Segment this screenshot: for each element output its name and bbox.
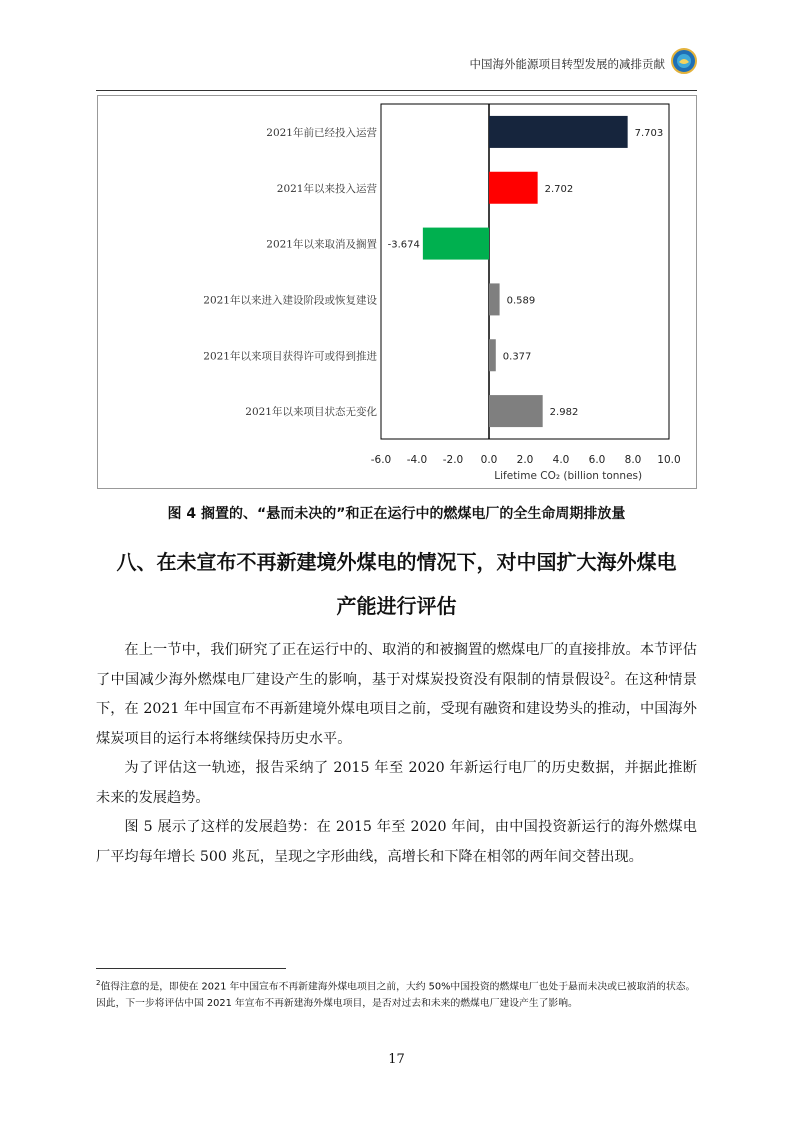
category-label-5: 2021年以来项目获得许可或得到推进 [203,350,377,363]
x-tick-label-6: 4.0 [552,454,570,466]
x-tick-label-4: 0.0 [480,454,498,466]
paragraph-2: 为了评估这一轨迹，报告采纳了 2015 年至 2020 年新运行电厂的历史数据，并据此推断未来的发展趋势。 [96,760,697,806]
data-label-3: -3.674 [387,239,420,251]
header-title: 中国海外能源项目转型发展的减排贡献 [469,57,665,71]
paragraph-1: 在上一节中，我们研究了正在运行中的、取消的和被搁置的燃煤电厂的直接排放。本节评估了中国减少海外燃煤电厂建设产生的影响，基于对煤炭投资没有限制的情景假设$^2$。在这种情景下，在 2021 年中国宣布不再新建境外煤电项目之前，受现有融资和建设势头的推动，中国海外煤炭项目的运行本将继续保持历史水平。 [96,642,697,747]
x-tick-label-1: -6.0 [370,454,392,466]
bar-chart [98,96,698,490]
page-number: 17 [388,1052,405,1067]
footnote [96,975,697,1012]
bar-4 [489,283,500,315]
footnote-text: 值得注意的是，即使在 2021 年中国宣布不再新建海外煤电项目之前，大约 50%中国投资的燃煤电厂也处于悬而未决或已被取消的状态。因此，下一步将评估中国 2021 年宣布不再新建海外煤电项目，是否对过去和未来的燃煤电厂建设产生了影响。 [96,981,696,1010]
x-axis-label: Lifetime CO₂ (billion tonnes) [494,470,643,482]
x-tick-label-2: -4.0 [406,454,428,466]
category-label-3: 2021年以来取消及搁置 [266,238,377,251]
bar-6 [489,395,543,427]
emblem-logo-icon [671,48,697,74]
body-text [96,636,697,872]
x-tick-label-7: 6.0 [588,454,606,466]
x-tick-label-8: 8.0 [624,454,642,466]
category-label-6: 2021年以来项目状态无变化 [245,406,377,419]
footnote-marker: 2 [96,979,101,987]
bar-5 [489,339,496,371]
data-label-1: 7.703 [634,127,664,139]
bar-3 [423,228,489,260]
data-label-5: 0.377 [502,351,532,363]
category-label-2: 2021年以来投入运营 [276,182,377,195]
section-heading-line1: 八、在未宣布不再新建境外煤电的情况下，对中国扩大海外煤电 [116,550,677,574]
section-heading [96,540,697,628]
figure-caption: 图 4 搁置的、“悬而未决的”和正在运行中的燃煤电厂的全生命周期排放量 [167,506,626,522]
data-label-6: 2.982 [549,407,579,419]
figure-4-chart [97,95,697,489]
x-tick-label-5: 2.0 [516,454,534,466]
section-heading-line2: 产能进行评估 [336,594,457,618]
plot-area-frame [381,104,669,439]
x-tick-label-3: -2.0 [442,454,464,466]
data-label-4: 0.589 [506,295,536,307]
category-label-4: 2021年以来进入建设阶段或恢复建设 [203,294,377,307]
bar-1 [489,116,628,148]
data-label-2: 2.702 [544,183,574,195]
bar-2 [489,172,538,204]
footnote-ref: 2 [604,670,610,681]
page-header [96,40,697,91]
footnote-divider [96,968,286,969]
paragraph-3: 图 5 展示了这样的发展趋势：在 2015 年至 2020 年间，由中国投资新运行的海外燃煤电厂平均每年增长 500 兆瓦，呈现之字形曲线，高增长和下降在相邻的两年间交替出现。 [96,819,697,865]
x-tick-label-9: 10.0 [657,454,681,466]
category-label-1: 2021年前已经投入运营 [266,126,377,139]
